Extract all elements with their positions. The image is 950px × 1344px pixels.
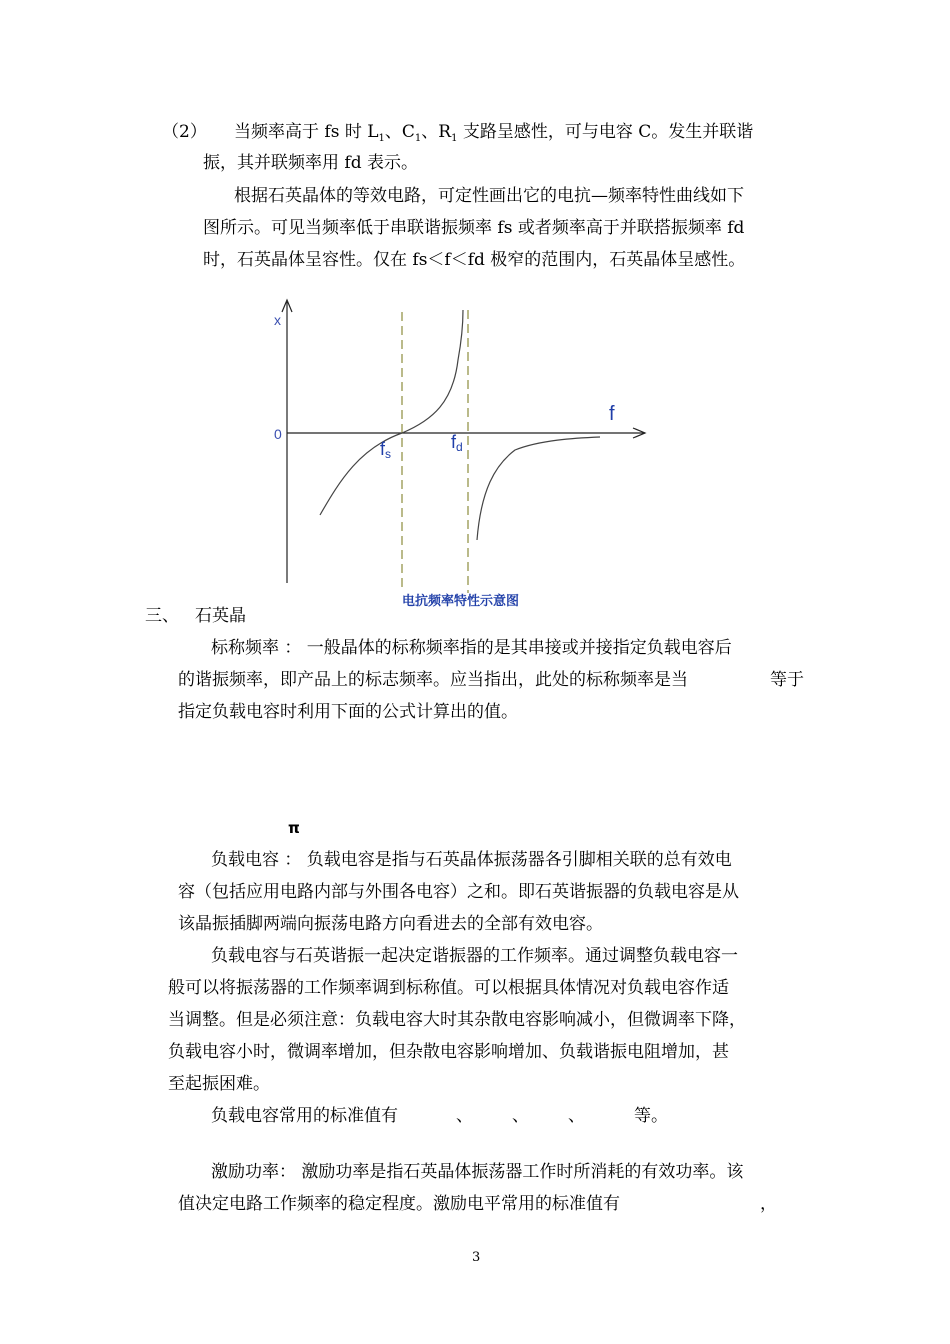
- x-axis-label: f: [609, 403, 615, 425]
- std-sep: 、: [568, 1106, 585, 1126]
- subscript: 1: [414, 133, 422, 144]
- drive-line-2: 值决定电路工作频率的稳定程度。激励电平常用的标准值有: [178, 1194, 620, 1214]
- reactance-frequency-chart: [255, 290, 675, 610]
- fd-label: [451, 432, 463, 454]
- std-sep: 、: [512, 1106, 529, 1126]
- load2-line-2: 般可以将振荡器的工作频率调到标称值。可以根据具体情况对负载电容作适: [168, 978, 729, 998]
- para3-line-1: 根据石英晶体的等效电路，可定性画出它的电抗—频率特性曲线如下: [234, 186, 744, 206]
- para2-text-b: 支路呈感性，可与电容 C。发生并联谐: [457, 122, 754, 142]
- subscript: 1: [451, 133, 458, 144]
- para2-sep: 、R: [421, 122, 452, 142]
- para3-line-3: 时，石英晶体呈容性。仅在 fs＜f＜fd 极窄的范围内，石英晶体呈感性。: [203, 250, 746, 270]
- load2-line-5: 至起振困难。: [168, 1074, 270, 1094]
- page-number: 3: [472, 1250, 481, 1265]
- para2-line-2: 振，其并联频率用 fd 表示。: [203, 153, 418, 173]
- std-values-label: 负载电容常用的标准值有: [211, 1106, 398, 1126]
- para2-line-1: [234, 122, 753, 142]
- para2-marker: （2）: [162, 122, 207, 142]
- para3-line-2: 图所示。可见当频率低于串联谐振频率 fs 或者频率高于并联搭振频率 fd: [203, 218, 745, 238]
- std-sep: 、: [456, 1106, 473, 1126]
- origin-label: 0: [274, 426, 282, 442]
- y-axis-label: x: [274, 312, 281, 328]
- fd-label-sub: d: [456, 440, 463, 454]
- load-line-2: 容（包括应用电路内部与外围各电容）之和。即石英谐振器的负载电容是从: [178, 882, 739, 902]
- para2-text-a: 当频率高于 fs 时 L: [234, 122, 379, 142]
- fs-label-base: f: [380, 439, 386, 459]
- capacitive-high-branch: [477, 437, 600, 540]
- para2-sep: 、C: [384, 122, 415, 142]
- nominal-line-3: 指定负载电容时利用下面的公式计算出的值。: [178, 702, 518, 722]
- pi-symbol: π: [288, 819, 300, 837]
- subscript: 1: [378, 133, 385, 144]
- capacitive-low-branch: [320, 433, 402, 515]
- load-line-3: 该晶振插脚两端向振荡电路方向看进去的全部有效电容。: [178, 914, 603, 934]
- drive-comma: ，: [760, 1194, 777, 1214]
- nominal-trail: 等于: [770, 670, 804, 690]
- load-line-1: 负载电容 ： 负载电容是指与石英晶体振荡器各引脚相关联的总有效电: [211, 850, 732, 870]
- load2-line-4: 负载电容小时，微调率增加，但杂散电容影响增加、负载谐振电阻增加，甚: [168, 1042, 729, 1062]
- nominal-line-1: 标称频率 ： 一般晶体的标称频率指的是其串接或并接指定负载电容后: [211, 638, 732, 658]
- section-number: 三、: [145, 606, 179, 626]
- chart-caption: 电抗频率特性示意图: [402, 594, 520, 609]
- std-end: 等。: [634, 1106, 668, 1126]
- inductive-branch: [402, 310, 463, 433]
- fs-label: [380, 439, 391, 461]
- drive-line-1: 激励功率： 激励功率是指石英晶体振荡器工作时所消耗的有效功率。该: [211, 1162, 744, 1182]
- fs-label-sub: s: [385, 447, 392, 461]
- load2-line-3: 当调整。但是必须注意：负载电容大时其杂散电容影响减小，但微调率下降，: [168, 1010, 746, 1030]
- section-title: 石英晶: [195, 606, 246, 626]
- load2-line-1: 负载电容与石英谐振一起决定谐振器的工作频率。通过调整负载电容一: [211, 946, 738, 966]
- nominal-line-2: 的谐振频率，即产品上的标志频率。应当指出，此处的标称频率是当: [178, 670, 688, 690]
- fd-label-base: f: [451, 432, 457, 452]
